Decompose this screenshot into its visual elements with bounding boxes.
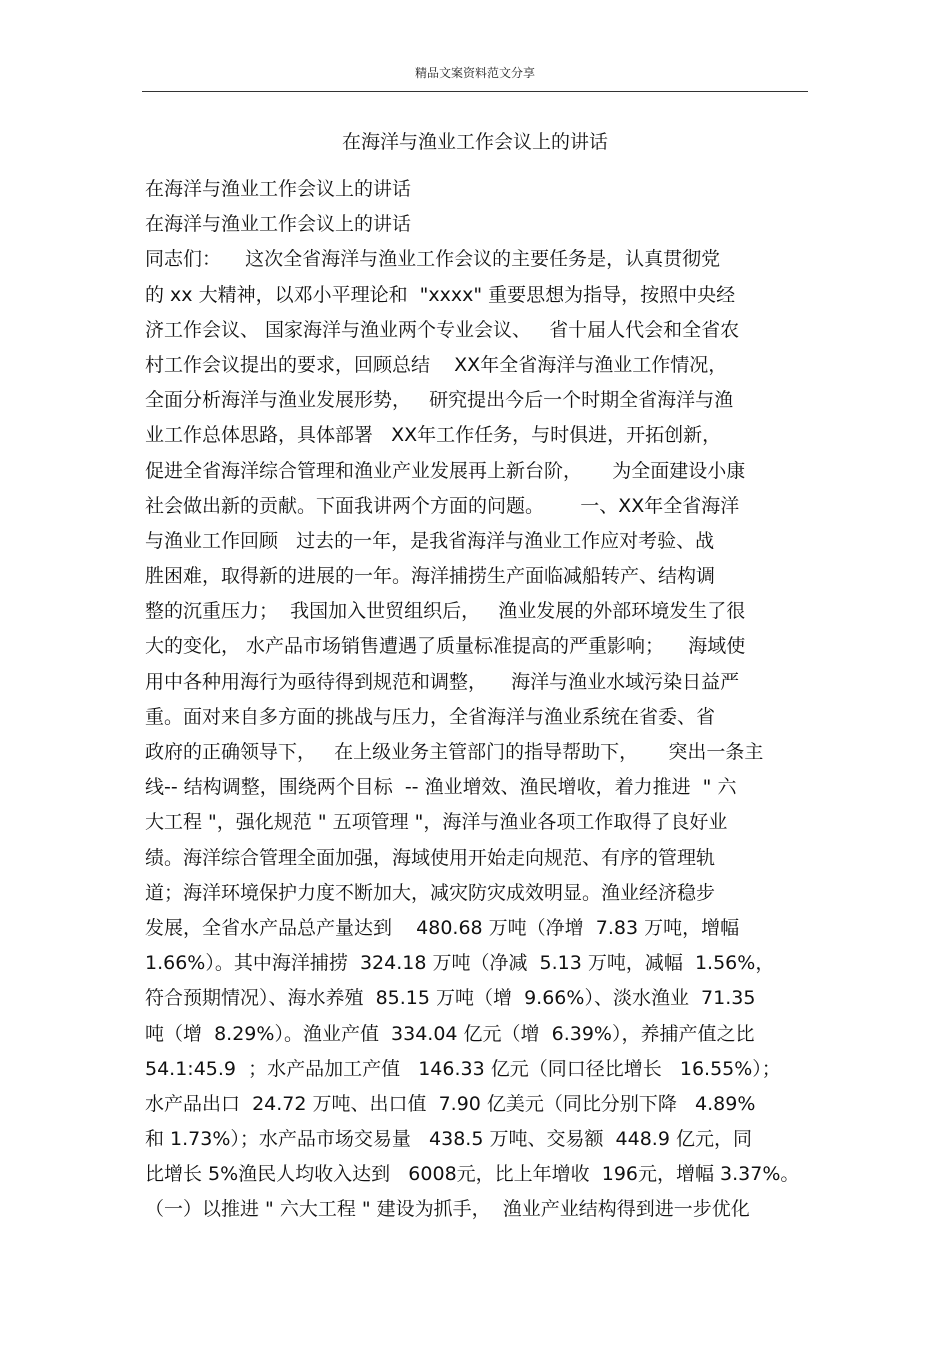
body-line: 重。面对来自多方面的挑战与压力，全省海洋与渔业系统在省委、省 xyxy=(145,705,716,728)
body-line: 政府的正确领导下， 在上级业务主管部门的指导帮助下， 突出一条主 xyxy=(145,741,764,763)
body-line: 大的变化， 水产品市场销售遭遇了质量标准提高的严重影响； 海域使 xyxy=(145,635,746,658)
body-line: 和 1.73%）；水产品市场交易量 438.5 万吨、交易额 448.9 亿元，同 xyxy=(145,1128,752,1151)
body-line: 比增长 5%渔民人均收入达到 6008元，比上年增收 196元，增幅 3.37%。 xyxy=(145,1163,800,1186)
document-body xyxy=(145,172,825,1228)
body-line: 整的沉重压力； 我国加入世贸组织后， 渔业发展的外部环境发生了很 xyxy=(145,600,746,623)
body-line: 全面分析海洋与渔业发展形势， 研究提出今后一个时期全省海洋与渔 xyxy=(145,389,734,412)
body-line: 与渔业工作回顾 过去的一年，是我省海洋与渔业工作应对考验、战 xyxy=(145,529,715,552)
header-divider xyxy=(142,91,808,92)
body-line: 发展，全省水产品总产量达到 480.68 万吨（净增 7.83 万吨，增幅 xyxy=(145,916,740,939)
body-line: 54.1:45.9 ；水产品加工产值 146.33 亿元（同口径比增长 16.55%）； xyxy=(145,1057,781,1080)
body-line: 道；海洋环境保护力度不断加大，减灾防灾成效明显。渔业经济稳步 xyxy=(145,881,716,904)
body-line: 村工作会议提出的要求，回顾总结 XX年全省海洋与渔业工作情况， xyxy=(145,353,728,376)
body-line: 1.66%）。其中海洋捕捞 324.18 万吨（净减 5.13 万吨，减幅 1.56%， xyxy=(145,952,775,975)
body-line: 同志们： 这次全省海洋与渔业工作会议的主要任务是，认真贯彻党 xyxy=(145,248,721,271)
body-line: 业工作总体思路，具体部署 XX年工作任务，与时俱进，开拓创新， xyxy=(145,424,722,447)
body-line: 吨（增 8.29%）。渔业产值 334.04 亿元（增 6.39%），养捕产值之比 xyxy=(145,1022,755,1045)
body-line: （一）以推进 " 六大工程 " 建设为抓手， 渔业产业结构得到进一步优化 xyxy=(145,1198,750,1221)
body-line: 符合预期情况）、海水养殖 85.15 万吨（增 9.66%）、淡水渔业 71.35 xyxy=(145,987,756,1010)
body-line: 用中各种用海行为亟待得到规范和调整， 海洋与渔业水域污染日益严 xyxy=(145,670,740,693)
body-line: 绩。海洋综合管理全面加强，海域使用开始走向规范、有序的管理轨 xyxy=(145,846,716,869)
page-header: 精品文案资料范文分享 xyxy=(414,66,535,80)
body-line: 在海洋与渔业工作会议上的讲话 xyxy=(145,213,412,236)
body-line: 促进全省海洋综合管理和渔业产业发展再上新台阶， 为全面建设小康 xyxy=(145,459,746,482)
body-line: 线-- 结构调整，围绕两个目标 -- 渔业增效、渔民增收，着力推进 " 六 xyxy=(145,776,737,799)
body-line: 大工程 "，强化规范 " 五项管理 "，海洋与渔业各项工作取得了良好业 xyxy=(145,811,728,834)
document-title: 在海洋与渔业工作会议上的讲话 xyxy=(341,131,608,153)
body-line: 在海洋与渔业工作会议上的讲话 xyxy=(145,178,412,200)
body-line: 的 xx 大精神，以邓小平理论和 "xxxx" 重要思想为指导，按照中央经 xyxy=(145,283,736,306)
body-line: 胜困难，取得新的进展的一年。海洋捕捞生产面临减船转产、结构调 xyxy=(145,565,716,588)
body-line: 水产品出口 24.72 万吨、出口值 7.90 亿美元（同比分别下降 4.89% xyxy=(145,1092,756,1115)
body-line: 社会做出新的贡献。下面我讲两个方面的问题。 一、XX年全省海洋 xyxy=(145,494,740,517)
body-line: 济工作会议、 国家海洋与渔业两个专业会议、 省十届人代会和全省农 xyxy=(145,318,740,341)
